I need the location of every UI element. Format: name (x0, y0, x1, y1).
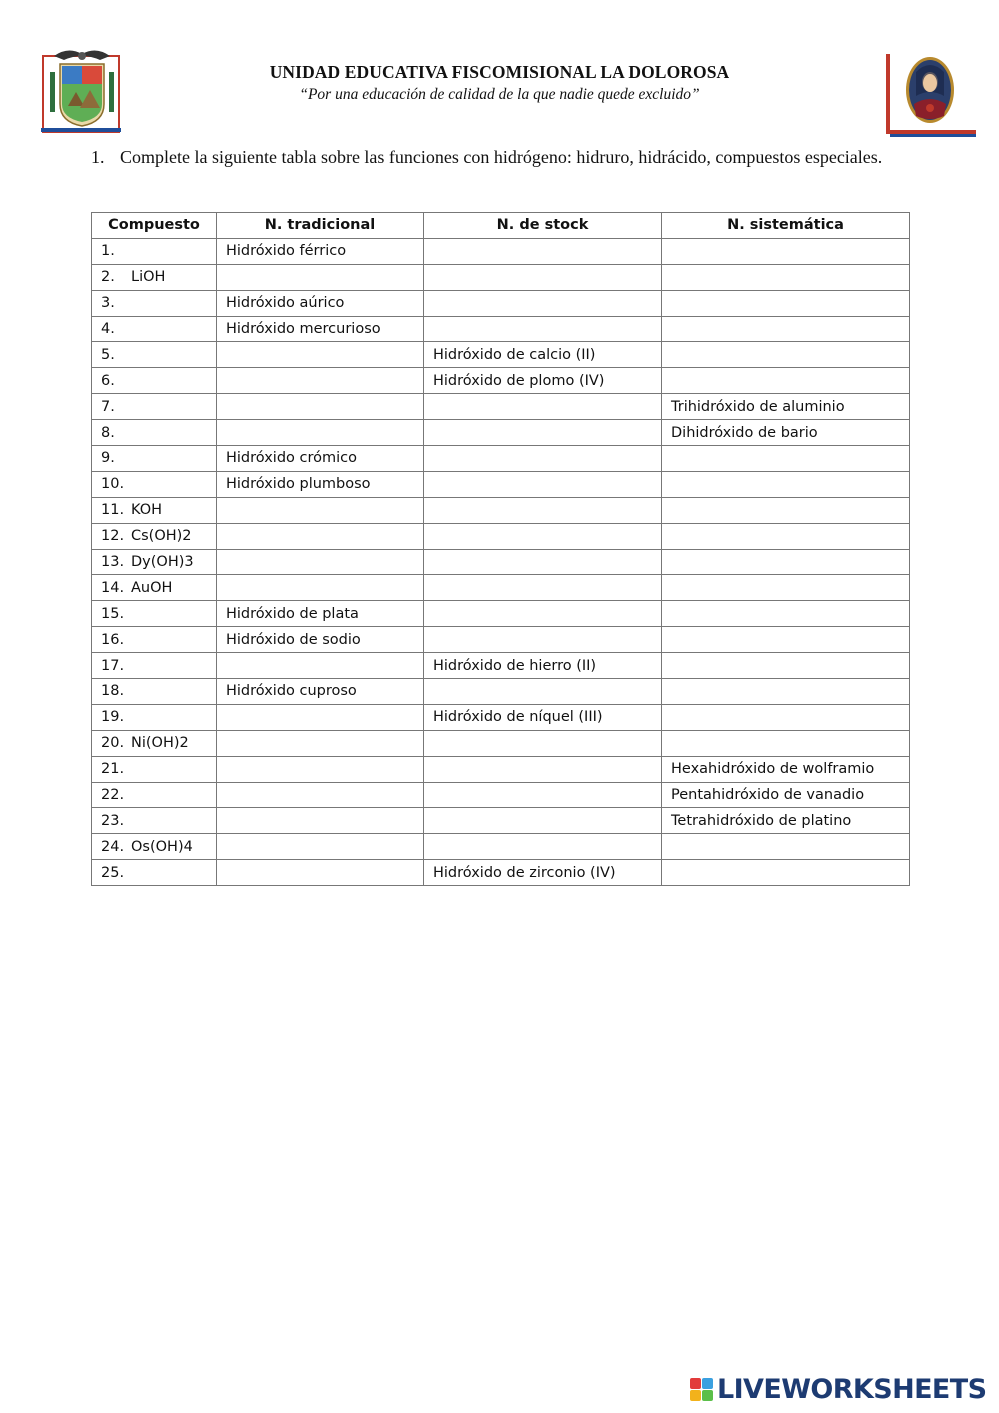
row-number: 24. (101, 838, 125, 855)
formula: Cs(OH)2 (131, 528, 192, 545)
row-number: 7. (101, 398, 115, 415)
cell-compuesto[interactable] (92, 704, 217, 730)
header-sistematica: N. sistemática (662, 213, 910, 239)
row-number: 13. (101, 554, 125, 571)
table-row (92, 575, 910, 601)
cell-tradicional[interactable] (217, 704, 424, 730)
cell-compuesto[interactable] (92, 238, 217, 264)
cell-sistematica[interactable] (662, 860, 910, 886)
cell-tradicional[interactable]: Hidróxido crómico (217, 446, 424, 472)
row-number: 11. (101, 502, 125, 519)
cell-sistematica[interactable] (662, 446, 910, 472)
cell-stock[interactable]: Hidróxido de zirconio (IV) (424, 860, 662, 886)
cell-compuesto[interactable] (92, 782, 217, 808)
cell-compuesto[interactable] (92, 627, 217, 653)
table-row (92, 342, 910, 368)
school-name: UNIDAD EDUCATIVA FISCOMISIONAL LA DOLOROSA (269, 62, 730, 82)
cell-tradicional[interactable] (217, 575, 424, 601)
table-row (92, 860, 910, 886)
cell-stock[interactable] (424, 834, 662, 860)
table-row (92, 523, 910, 549)
header-stock: N. de stock (424, 213, 662, 239)
cell-compuesto[interactable] (92, 342, 217, 368)
row-number: 12. (101, 528, 125, 545)
cell-sistematica[interactable]: Hexahidróxido de wolframio (662, 756, 910, 782)
cell-sistematica[interactable] (662, 653, 910, 679)
row-number: 2. (101, 269, 115, 286)
cell-sistematica[interactable] (662, 316, 910, 342)
cell-stock[interactable] (424, 575, 662, 601)
cell-stock[interactable] (424, 601, 662, 627)
instruction-number: 1. (91, 147, 105, 167)
cell-compuesto[interactable] (92, 834, 217, 860)
cell-sistematica[interactable] (662, 342, 910, 368)
cell-stock[interactable] (424, 627, 662, 653)
cell-stock[interactable]: Hidróxido de plomo (IV) (424, 368, 662, 394)
cell-tradicional[interactable]: Hidróxido plumboso (217, 471, 424, 497)
cell-stock[interactable] (424, 730, 662, 756)
cell-tradicional[interactable]: Hidróxido férrico (217, 238, 424, 264)
row-number: 8. (101, 424, 115, 441)
cell-stock[interactable] (424, 316, 662, 342)
table-row (92, 627, 910, 653)
table-row (92, 446, 910, 472)
table-row (92, 782, 910, 808)
formula: Ni(OH)2 (131, 735, 189, 752)
row-number: 23. (101, 812, 125, 829)
formula: Os(OH)4 (131, 838, 193, 855)
cell-tradicional[interactable] (217, 394, 424, 420)
cell-stock[interactable] (424, 523, 662, 549)
table-row (92, 316, 910, 342)
cell-sistematica[interactable] (662, 471, 910, 497)
cell-compuesto[interactable] (92, 497, 217, 523)
table-row (92, 471, 910, 497)
cell-tradicional[interactable] (217, 808, 424, 834)
instruction-text: Complete la siguiente tabla sobre las funciones con hidrógeno: hidruro, hidrácido, compuestos especiales. (120, 147, 883, 167)
cell-compuesto[interactable] (92, 730, 217, 756)
cell-compuesto[interactable] (92, 290, 217, 316)
row-number: 21. (101, 761, 125, 778)
cell-stock[interactable] (424, 756, 662, 782)
cell-tradicional[interactable] (217, 860, 424, 886)
formula: KOH (131, 502, 163, 519)
cell-sistematica[interactable] (662, 264, 910, 290)
cell-compuesto[interactable] (92, 601, 217, 627)
cell-sistematica[interactable] (662, 238, 910, 264)
cell-stock[interactable] (424, 471, 662, 497)
row-number: 9. (101, 450, 115, 467)
cell-sistematica[interactable] (662, 523, 910, 549)
cell-stock[interactable] (424, 497, 662, 523)
cell-stock[interactable] (424, 446, 662, 472)
cell-sistematica[interactable] (662, 704, 910, 730)
cell-sistematica[interactable] (662, 368, 910, 394)
instruction (91, 140, 908, 174)
cell-stock[interactable]: Hidróxido de hierro (II) (424, 653, 662, 679)
logo-cube (702, 1378, 713, 1389)
cell-tradicional[interactable] (217, 420, 424, 446)
row-number: 10. (101, 476, 125, 493)
row-number: 20. (101, 735, 125, 752)
cell-compuesto[interactable] (92, 808, 217, 834)
table-row (92, 601, 910, 627)
cell-sistematica[interactable] (662, 627, 910, 653)
cell-stock[interactable] (424, 679, 662, 705)
row-number: 5. (101, 346, 115, 363)
cell-sistematica[interactable] (662, 575, 910, 601)
table-row (92, 368, 910, 394)
school-motto: “Por una educación de calidad de la que nadie quede excluido” (299, 86, 700, 103)
cell-sistematica[interactable] (662, 679, 910, 705)
cell-compuesto[interactable] (92, 471, 217, 497)
formula: LiOH (131, 269, 166, 286)
table-row (92, 834, 910, 860)
row-number: 14. (101, 579, 125, 596)
cell-sistematica[interactable] (662, 497, 910, 523)
cell-tradicional[interactable]: Hidróxido aúrico (217, 290, 424, 316)
row-number: 1. (101, 243, 115, 260)
row-number: 18. (101, 683, 125, 700)
row-number: 6. (101, 372, 115, 389)
cell-compuesto[interactable] (92, 523, 217, 549)
cell-compuesto[interactable] (92, 264, 217, 290)
hydroxide-table (91, 212, 910, 886)
cell-tradicional[interactable] (217, 653, 424, 679)
row-number: 19. (101, 709, 125, 726)
table-row (92, 756, 910, 782)
cell-tradicional[interactable]: Hidróxido de plata (217, 601, 424, 627)
cell-compuesto[interactable] (92, 575, 217, 601)
liveworksheets-brand (690, 1374, 986, 1404)
row-number: 3. (101, 295, 115, 312)
cell-compuesto[interactable] (92, 653, 217, 679)
cell-tradicional[interactable]: Hidróxido mercurioso (217, 316, 424, 342)
cell-tradicional[interactable] (217, 756, 424, 782)
cell-sistematica[interactable] (662, 834, 910, 860)
cell-stock[interactable] (424, 782, 662, 808)
table-row (92, 653, 910, 679)
cell-stock[interactable] (424, 420, 662, 446)
formula: Dy(OH)3 (131, 554, 194, 571)
cell-tradicional[interactable] (217, 342, 424, 368)
cell-tradicional[interactable] (217, 730, 424, 756)
cell-stock[interactable] (424, 808, 662, 834)
cell-stock[interactable]: Hidróxido de níquel (III) (424, 704, 662, 730)
table-row (92, 679, 910, 705)
cell-sistematica[interactable] (662, 601, 910, 627)
table-row (92, 497, 910, 523)
cell-sistematica[interactable]: Tetrahidróxido de platino (662, 808, 910, 834)
cell-tradicional[interactable] (217, 264, 424, 290)
cell-compuesto[interactable] (92, 860, 217, 886)
cell-stock[interactable]: Hidróxido de calcio (II) (424, 342, 662, 368)
logo-cube (690, 1390, 701, 1401)
cell-compuesto[interactable] (92, 679, 217, 705)
table-row (92, 808, 910, 834)
table-row (92, 290, 910, 316)
cell-stock[interactable] (424, 238, 662, 264)
cell-compuesto[interactable] (92, 756, 217, 782)
row-number: 25. (101, 864, 125, 881)
cell-compuesto[interactable] (92, 420, 217, 446)
table-row (92, 264, 910, 290)
cell-sistematica[interactable] (662, 549, 910, 575)
cell-compuesto[interactable] (92, 394, 217, 420)
header-compuesto: Compuesto (92, 213, 217, 239)
table-row (92, 549, 910, 575)
cell-tradicional[interactable] (217, 523, 424, 549)
row-number: 15. (101, 605, 125, 622)
cell-compuesto[interactable] (92, 446, 217, 472)
cell-tradicional[interactable]: Hidróxido de sodio (217, 627, 424, 653)
cell-sistematica[interactable]: Dihidróxido de bario (662, 420, 910, 446)
table-header-row (92, 213, 910, 239)
row-number: 16. (101, 631, 125, 648)
cell-compuesto[interactable] (92, 368, 217, 394)
cell-sistematica[interactable]: Pentahidróxido de vanadio (662, 782, 910, 808)
cell-tradicional[interactable] (217, 549, 424, 575)
cell-sistematica[interactable]: Trihidróxido de aluminio (662, 394, 910, 420)
header-tradicional: N. tradicional (217, 213, 424, 239)
table-row (92, 730, 910, 756)
table-row (92, 238, 910, 264)
row-number: 17. (101, 657, 125, 674)
cell-compuesto[interactable] (92, 316, 217, 342)
cell-tradicional[interactable] (217, 834, 424, 860)
table-row (92, 394, 910, 420)
cell-tradicional[interactable]: Hidróxido cuproso (217, 679, 424, 705)
cell-stock[interactable] (424, 290, 662, 316)
formula: AuOH (131, 579, 173, 596)
row-number: 22. (101, 787, 125, 804)
liveworksheets-logo-icon (690, 1378, 713, 1401)
cell-stock[interactable] (424, 264, 662, 290)
logo-cube (690, 1378, 701, 1389)
table-row (92, 420, 910, 446)
table-row (92, 704, 910, 730)
brand-text: LIVEWORKSHEETS (717, 1373, 987, 1405)
row-number: 4. (101, 321, 115, 337)
cell-tradicional[interactable] (217, 368, 424, 394)
logo-cube (702, 1390, 713, 1401)
cell-tradicional[interactable] (217, 497, 424, 523)
cell-sistematica[interactable] (662, 730, 910, 756)
cell-stock[interactable] (424, 549, 662, 575)
cell-stock[interactable] (424, 394, 662, 420)
cell-sistematica[interactable] (662, 290, 910, 316)
cell-compuesto[interactable] (92, 549, 217, 575)
cell-tradicional[interactable] (217, 782, 424, 808)
